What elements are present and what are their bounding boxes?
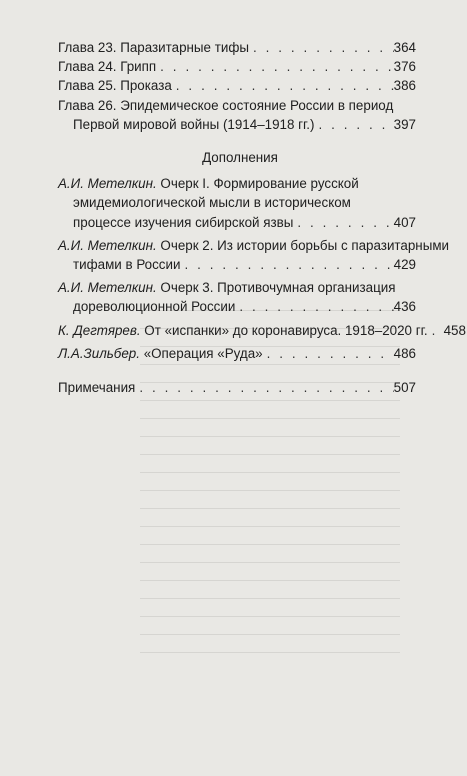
leader-dots <box>314 115 393 134</box>
toc-entry-title-line3: процессе изучения сибирской язвы <box>73 214 294 230</box>
leader-dots <box>156 57 394 76</box>
spacer <box>58 363 416 378</box>
table-of-contents <box>58 38 466 397</box>
toc-page-number: 436 <box>393 299 416 315</box>
toc-entry-title-line1: Глава 26. Эпидемическое состояние России в период <box>58 97 394 113</box>
author-name: А.И. Метелкин. <box>58 280 157 296</box>
leader-dots <box>135 378 393 397</box>
toc-entry-title: Примечания <box>58 380 136 396</box>
toc-entry-appendix-5[interactable] <box>58 344 416 363</box>
author-name: К. Дегтярев. <box>58 322 141 338</box>
author-name: А.И. Метелкин. <box>58 237 157 253</box>
toc-page-number: 429 <box>393 257 416 273</box>
leader-dots <box>235 297 393 316</box>
toc-entry-title: Глава 23. Паразитарные тифы <box>58 40 249 55</box>
toc-entry-title: Глава 25. Проказа <box>58 78 172 94</box>
leader-dots <box>293 213 393 232</box>
toc-entry-appendix-2[interactable] <box>58 236 450 274</box>
leader-dots <box>249 38 394 57</box>
author-name: Л.А.Зильбер. <box>58 345 140 361</box>
leader-dots <box>428 321 444 340</box>
author-name: А.И. Метелкин. <box>58 176 157 192</box>
toc-entry-title: Глава 24. Грипп <box>58 59 157 75</box>
toc-entry-title-line2: Первой мировой войны (1914–1918 гг.) <box>73 116 315 132</box>
toc-entry-title-line1: Очерк 2. Из истории борьбы с паразитарными <box>156 237 450 253</box>
toc-page-number: 364 <box>393 40 416 55</box>
toc-entry-notes[interactable] <box>58 378 416 397</box>
toc-entry-title-line2: тифами в России <box>73 257 181 273</box>
toc-page-number: 458 <box>443 322 466 338</box>
toc-entry-appendix-1[interactable] <box>58 174 416 232</box>
toc-page-number: 486 <box>393 345 416 361</box>
toc-page-number: 407 <box>393 214 416 230</box>
toc-entry-title-line2: дореволюционной России <box>73 299 236 315</box>
appendix-heading: Дополнения <box>202 150 278 166</box>
toc-entry-title-line1: Очерк I. Формирование русской <box>156 176 359 192</box>
toc-page-number: 397 <box>393 116 416 132</box>
toc-entry-chapter-26[interactable] <box>58 96 416 134</box>
leader-dots <box>180 255 393 274</box>
toc-entry-chapter-25[interactable] <box>58 76 416 95</box>
toc-entry-title-line1: Очерк 3. Противочумная организация <box>156 280 396 296</box>
toc-page-number: 376 <box>393 59 416 75</box>
toc-entry-chapter-24[interactable] <box>58 57 416 76</box>
toc-entry-appendix-4[interactable] <box>58 321 466 340</box>
toc-entry-title: От «испанки» до коронавируса. 1918–2020 гг. <box>140 322 428 338</box>
toc-entry-appendix-3[interactable] <box>58 278 416 316</box>
toc-entry-chapter-23[interactable] <box>58 38 416 57</box>
toc-page-number: 386 <box>393 78 416 94</box>
leader-dots <box>263 344 394 363</box>
leader-dots <box>172 76 394 95</box>
toc-page-number: 507 <box>393 380 416 396</box>
toc-entry-title: «Операция «Руда» <box>139 345 263 361</box>
toc-entry-title-line2: эмидемиологической мысли в историческом <box>73 195 351 211</box>
